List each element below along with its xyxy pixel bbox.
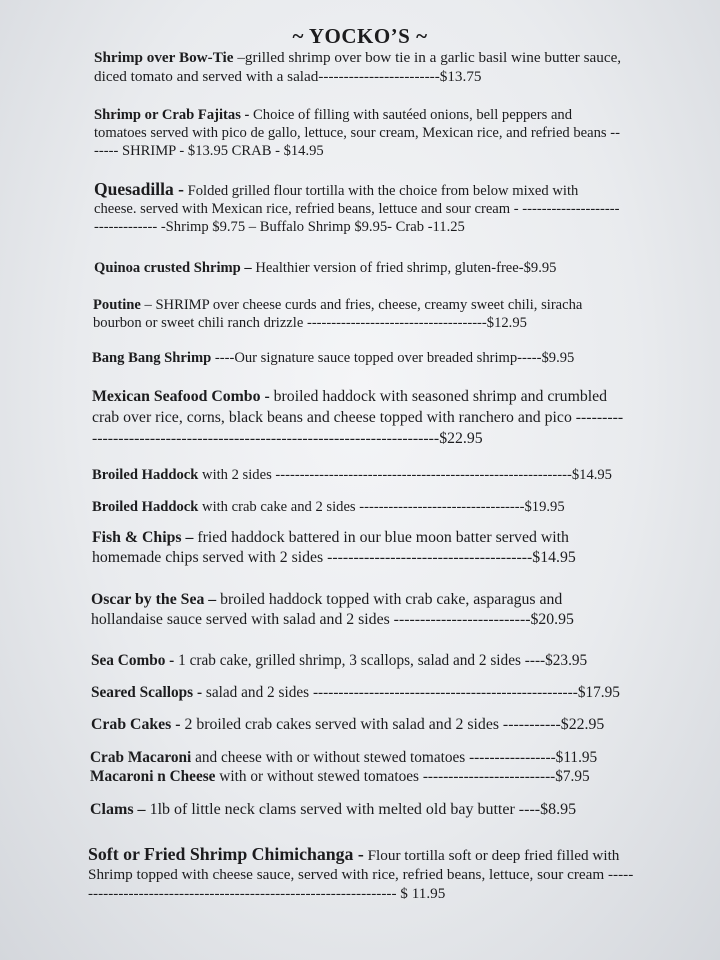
menu-item <box>92 386 627 449</box>
item-description: Flour tortilla soft or deep fried filled with Shrimp topped with cheese sauce, served with rice, refried beans, lettuce, sour cream ------------------------------------------------------------------ $ 11.95 <box>88 847 634 902</box>
item-name: Poutine <box>93 297 141 313</box>
item-name: Oscar by the Sea – <box>91 591 217 608</box>
item-description: with 2 sides -------------------------------------------------------------$14.95 <box>198 467 612 483</box>
menu-item <box>90 749 635 767</box>
item-description: 1lb of little neck clams served with melted old bay butter ----$8.95 <box>145 801 577 818</box>
menu-item <box>90 768 635 786</box>
menu-item <box>91 652 631 670</box>
item-description: broiled haddock topped with crab cake, asparagus and hollandaise sauce served with salad and 2 sides --------------------------$20.95 <box>91 591 574 628</box>
item-name: Mexican Seafood Combo - <box>92 388 270 405</box>
item-name: Broiled Haddock <box>92 499 199 515</box>
item-name: Crab Macaroni <box>90 749 192 766</box>
menu-item <box>90 801 635 819</box>
item-description: Healthier version of fried shrimp, gluten-free-$9.95 <box>251 260 557 276</box>
item-name: Shrimp or Crab Fajitas - <box>94 107 250 123</box>
menu-item <box>92 498 627 516</box>
menu-item <box>92 349 632 367</box>
item-description: broiled haddock with seasoned shrimp and crumbled crab over rice, corns, black beans and cheese topped with ranchero and pico ---------------------------------------------------------------------------$22.95 <box>92 388 624 447</box>
menu-title: ~ YOCKO’S ~ <box>292 24 428 48</box>
item-description: Folded grilled flour tortilla with the choice from below mixed with cheese. served with Mexican rice, refried beans, lettuce and sour cream - --------------------------------- -Shrimp $9.75 – Buffalo Shrimp $9.95- Crab -11.25 <box>94 183 620 235</box>
item-name: Soft or Fried Shrimp Chimichanga - <box>88 844 364 864</box>
item-name: Seared Scallops - <box>91 684 203 701</box>
item-description: with crab cake and 2 sides ----------------------------------$19.95 <box>198 499 565 515</box>
item-description: and cheese with or without stewed tomatoes -----------------$11.95 <box>191 749 598 766</box>
item-name: Quinoa crusted Shrimp – <box>94 260 252 276</box>
item-description: Choice of filling with sautéed onions, bell peppers and tomatoes served with pico de gallo, lettuce, sour cream, Mexican rice, and refried beans ------- SHRIMP - $13.95 CRAB - $14.95 <box>94 107 620 159</box>
item-name: Crab Cakes - <box>91 716 181 733</box>
item-name: Macaroni n Cheese <box>90 768 216 785</box>
menu-item <box>91 590 631 630</box>
item-name: Broiled Haddock <box>92 467 199 483</box>
item-name: Shrimp over Bow-Tie <box>94 49 234 66</box>
menu-item <box>92 528 632 568</box>
item-description: –grilled shrimp over bow tie in a garlic basil wine butter sauce, diced tomato and served with a salad------------------------$13.75 <box>94 49 622 85</box>
item-name: Clams – <box>90 801 146 818</box>
menu-item <box>92 466 627 484</box>
item-name: Bang Bang Shrimp <box>92 350 212 366</box>
menu-item <box>94 106 624 160</box>
item-description: salad and 2 sides ----------------------------------------------------$17.95 <box>202 684 620 701</box>
menu-item <box>94 48 634 86</box>
item-description: 1 crab cake, grilled shrimp, 3 scallops, salad and 2 sides ----$23.95 <box>174 652 588 669</box>
menu-item <box>94 259 634 277</box>
menu-item <box>91 684 631 702</box>
menu-item <box>94 180 624 236</box>
item-name: Fish & Chips – <box>92 529 194 546</box>
item-name: Quesadilla - <box>94 179 184 199</box>
item-description: 2 broiled crab cakes served with salad and 2 sides -----------$22.95 <box>180 716 605 733</box>
menu-item <box>91 716 636 734</box>
item-description: – SHRIMP over cheese curds and fries, cheese, creamy sweet chili, siracha bourbon or sweet chili ranch drizzle -------------------------------------$12.95 <box>93 297 583 331</box>
item-description: ----Our signature sauce topped over breaded shrimp-----$9.95 <box>211 350 575 366</box>
menu-item <box>93 296 623 332</box>
item-name: Sea Combo - <box>91 652 175 669</box>
item-description: fried haddock battered in our blue moon batter served with homemade chips served with 2 sides ---------------------------------------$14.95 <box>92 529 576 566</box>
item-description: with or without stewed tomatoes --------------------------$7.95 <box>215 768 590 785</box>
menu-item <box>88 845 638 903</box>
